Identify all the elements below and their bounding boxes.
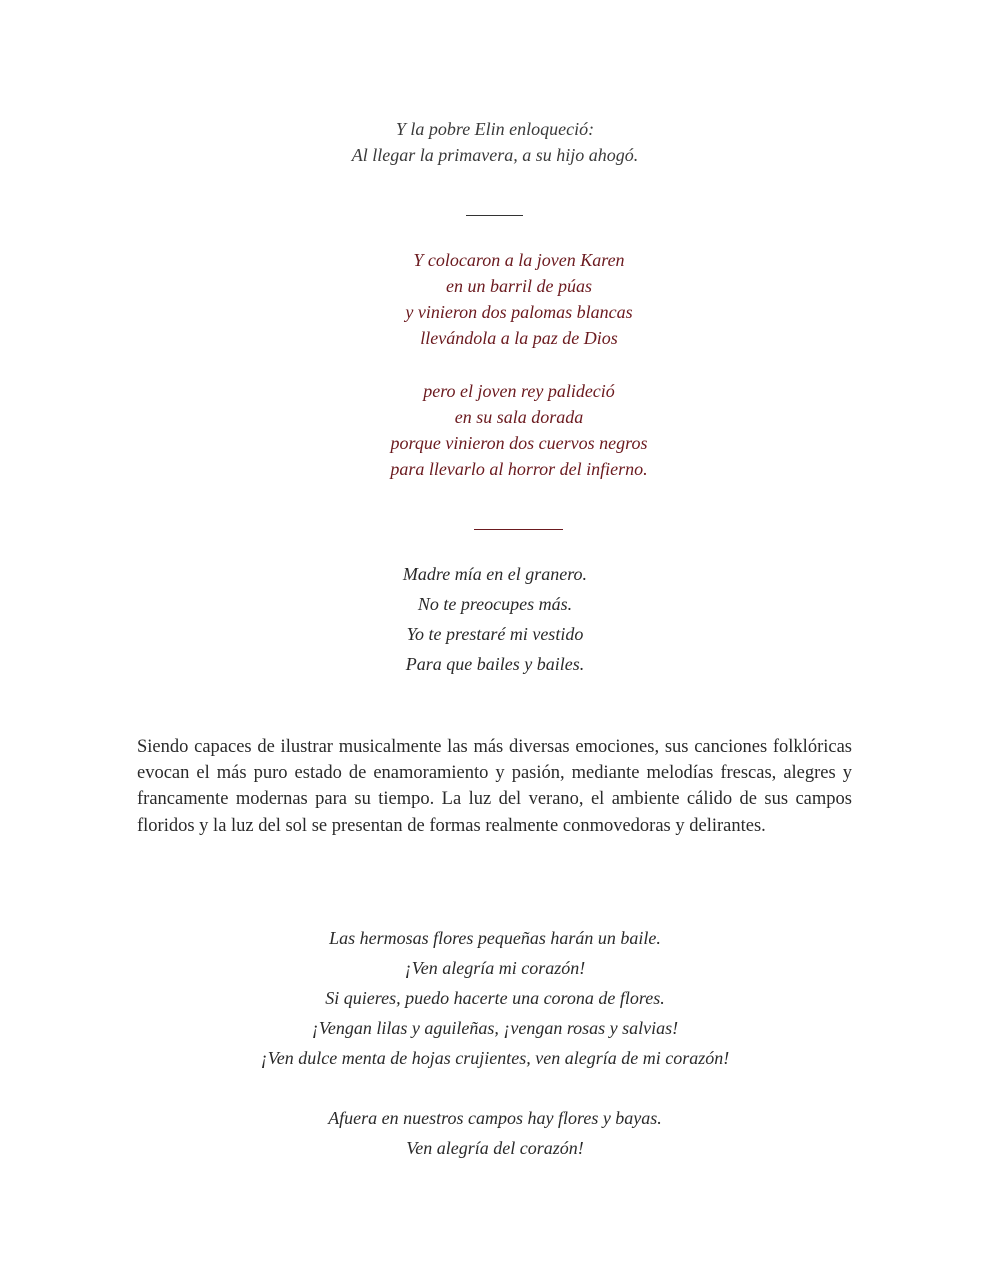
verse2-line-3: y vinieron dos palomas blancas <box>405 302 633 322</box>
verse4-line-2: ¡Ven alegría mi corazón! <box>404 958 586 978</box>
verse2-line-1: Y colocaron a la joven Karen <box>413 250 625 270</box>
verse4-line-1: Las hermosas flores pequeñas harán un baile. <box>329 928 661 948</box>
verse4-line-6: Afuera en nuestros campos hay flores y bayas. <box>328 1108 662 1128</box>
verse4-line-7: Ven alegría del corazón! <box>406 1138 584 1158</box>
separator-2 <box>474 529 563 530</box>
verse2-line-4: llevándola a la paz de Dios <box>420 328 618 348</box>
verse2-line-6: en su sala dorada <box>454 407 584 427</box>
separator-1 <box>466 215 523 216</box>
verse3-line-1: Madre mía en el granero. <box>402 564 588 584</box>
body-paragraph: Siendo capaces de ilustrar musicalmente las más diversas emociones, sus canciones folklóricas evocan el más puro estado de enamoramiento y pasión, mediante melodías frescas, alegres y francamente modernas para su tiempo. La luz del verano, el ambiente cálido de sus campos floridos y la luz del sol se presentan de formas realmente conmovedoras y delirantes. <box>137 737 852 836</box>
verse3-line-2: No te preocupes más. <box>417 594 573 614</box>
verse2-line-7: porque vinieron dos cuervos negros <box>390 433 648 453</box>
verse4-line-3: Si quieres, puedo hacerte una corona de flores. <box>325 988 665 1008</box>
verse4-line-4: ¡Vengan lilas y aguileñas, ¡vengan rosas y salvias! <box>311 1018 679 1038</box>
verse3-line-4: Para que bailes y bailes. <box>405 654 585 674</box>
verse1-line-1: Y la pobre Elin enloqueció: <box>395 119 595 139</box>
verse2-line-2: en un barril de púas <box>446 276 592 296</box>
verse4-line-5: ¡Ven dulce menta de hojas crujientes, ven alegría de mi corazón! <box>260 1048 730 1068</box>
verse2-line-8: para llevarlo al horror del infierno. <box>390 459 648 479</box>
verse3-line-3: Yo te prestaré mi vestido <box>406 624 584 644</box>
verse2-line-5: pero el joven rey palideció <box>423 381 615 401</box>
verse1-line-2: Al llegar la primavera, a su hijo ahogó. <box>351 145 639 165</box>
